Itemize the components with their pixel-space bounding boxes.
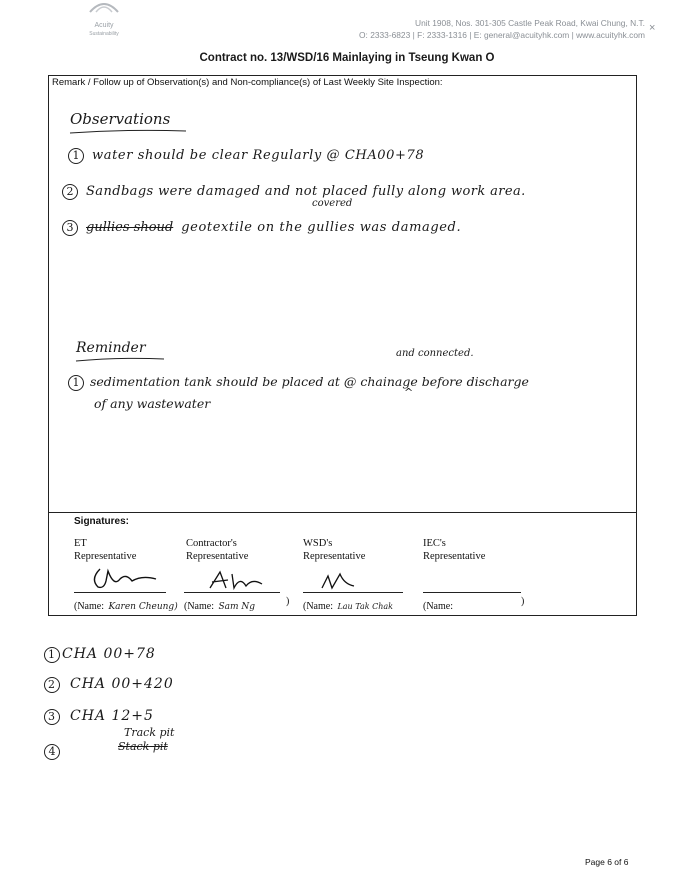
observation-insert: covered xyxy=(312,198,353,209)
item-number: 4 xyxy=(44,744,60,760)
item-number: 3 xyxy=(44,709,60,725)
item-number: 2 xyxy=(62,184,78,200)
contractor-signature-icon xyxy=(204,568,268,592)
signature-role: WSD's Representative xyxy=(303,538,366,562)
company-logo-text: Acuity Sustainability xyxy=(89,22,119,37)
reminder-insert: and connected. xyxy=(396,348,474,359)
item-number: 1 xyxy=(44,647,60,663)
company-logo-icon xyxy=(86,0,122,14)
reminder-underline xyxy=(74,356,166,364)
note-item: 1 CHA 00+78 xyxy=(44,646,156,663)
remark-box xyxy=(48,75,637,513)
note-item: 2 CHA 00+420 xyxy=(44,676,174,693)
reminder-caret: ^ xyxy=(404,386,414,399)
signature-role: IEC's Representative xyxy=(423,538,486,562)
note-struck-text: Stack pit xyxy=(118,740,168,753)
note-text: Track pit xyxy=(124,726,175,739)
document-title: Contract no. 13/WSD/16 Mainlaying in Tseung Kwan O xyxy=(199,52,495,64)
reminder-line xyxy=(68,374,634,391)
signature-line xyxy=(74,592,166,593)
signature-line xyxy=(184,592,280,593)
observation-text: geotextile on the gullies was damaged. xyxy=(181,220,462,235)
signature-name: (Name: Sam Ng ) xyxy=(184,596,290,612)
item-number: 1 xyxy=(68,375,84,391)
observations-heading: Observations xyxy=(70,110,171,128)
note-item: 3 CHA 12+5 xyxy=(44,708,154,725)
observation-text: Sandbags were damaged and not placed fully along work area. xyxy=(86,184,526,199)
signatures-heading: Signatures: xyxy=(74,516,130,527)
note-item xyxy=(44,744,60,760)
item-number: 1 xyxy=(68,148,84,164)
reminder-text: sedimentation tank should be placed at @ chainage before discharge xyxy=(90,374,529,389)
page-number: Page 6 of 6 xyxy=(585,857,629,867)
signature-role: ET Representative xyxy=(74,538,137,562)
remark-label: Remark / Follow up of Observation(s) and Non-compliance(s) of Last Weekly Site Inspection: xyxy=(52,77,443,88)
item-number: 3 xyxy=(62,220,78,236)
observation-text: water should be clear Regularly @ CHA00+78 xyxy=(92,148,425,163)
signature-line xyxy=(423,592,521,593)
signature-line xyxy=(303,592,403,593)
observation-item xyxy=(68,148,538,164)
et-signature-icon xyxy=(86,565,164,591)
wsd-signature-icon xyxy=(318,570,358,592)
signature-name: (Name: Lau Tak Chak xyxy=(303,601,393,612)
item-number: 2 xyxy=(44,677,60,693)
close-icon: × xyxy=(649,22,656,34)
reminder-text: of any wastewater xyxy=(94,396,211,411)
observations-underline xyxy=(68,128,188,136)
observation-item xyxy=(62,220,602,236)
signature-name: (Name: Karen Cheung) xyxy=(74,601,178,612)
struck-text: gullies shoud xyxy=(86,220,174,235)
reminder-line xyxy=(94,396,210,411)
signature-role: Contractor's Representative xyxy=(186,538,249,562)
company-address: Unit 1908, Nos. 301-305 Castle Peak Road, Kwai Chung, N.T. O: 2333-6823 | F: 2333-1316 | E: general@acuityhk.com | www.acuityhk.com xyxy=(359,18,645,40)
signature-name: (Name: ) xyxy=(423,596,525,612)
reminder-heading: Reminder xyxy=(76,340,146,356)
